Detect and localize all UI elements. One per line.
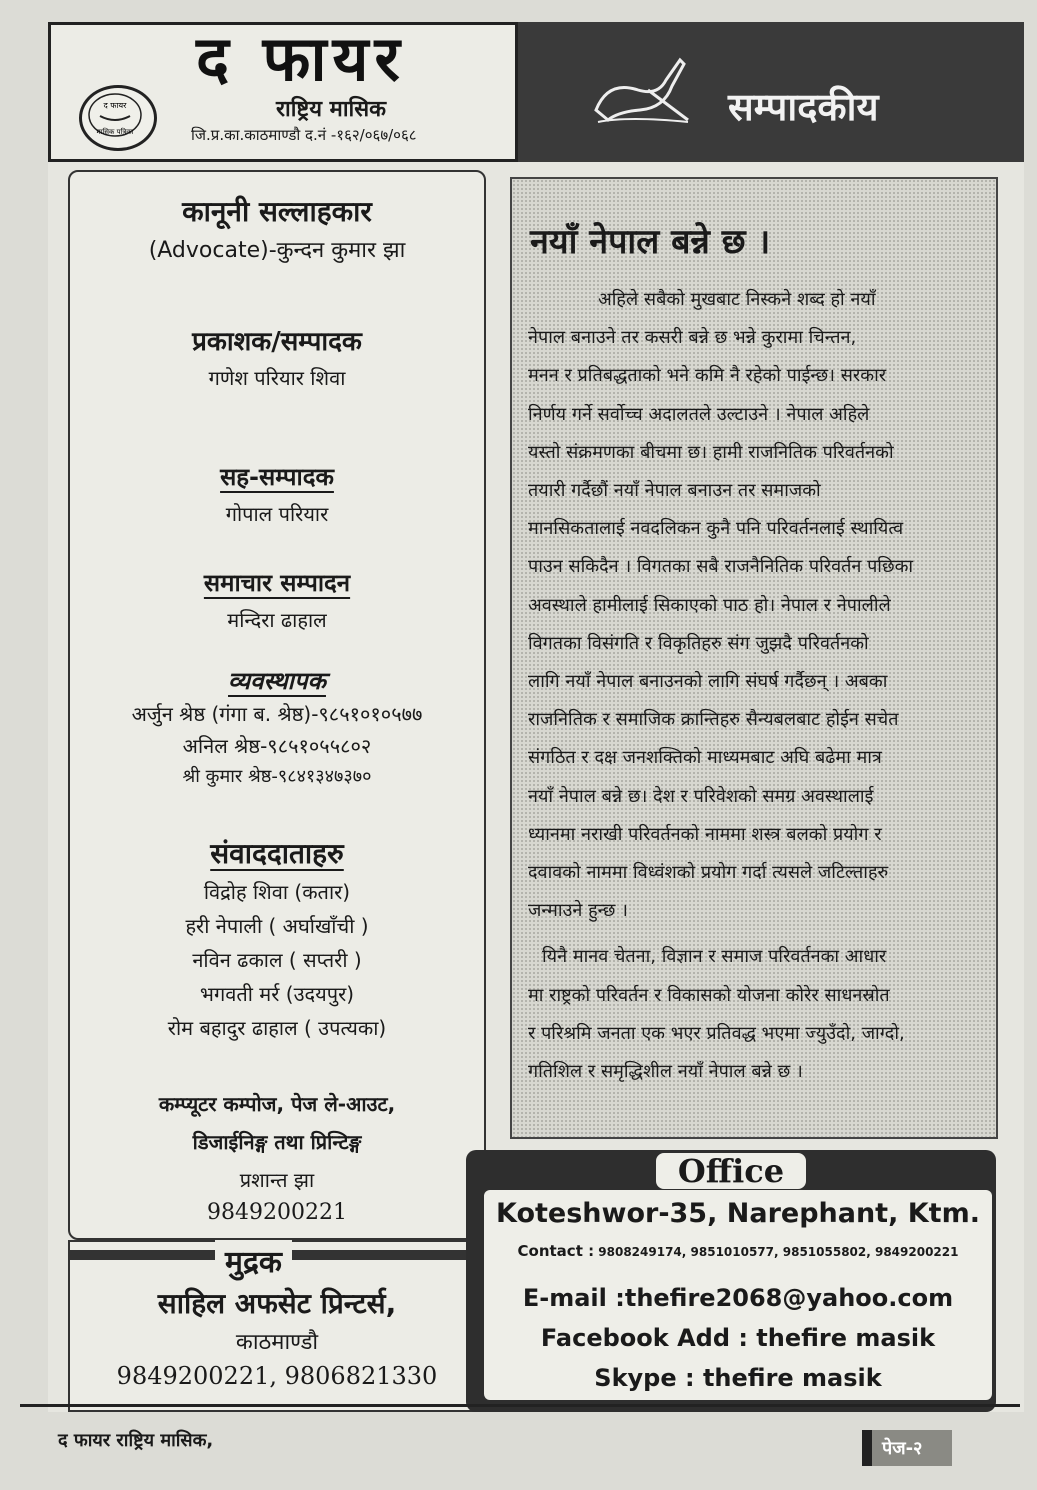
manager-title: व्यवस्थापक	[228, 667, 326, 695]
editorial-line: ध्यानमा नराखी परिवर्तनको नाममा शस्त्र बलको प्रयोग र	[528, 823, 882, 845]
masthead-title: द फायर	[196, 22, 406, 95]
office-label: Office	[656, 1153, 806, 1189]
correspondent-3: नविन ढकाल ( सप्तरी )	[192, 948, 362, 972]
printer-label: मुद्रक	[215, 1240, 292, 1281]
office-details	[484, 1190, 992, 1400]
registration-number: जि.प्र.का.काठमाण्डौ द.नं -१६२/०६७/०६८	[191, 126, 417, 144]
editorial-line: अवस्थाले हामीलाई सिकाएको पाठ हो। नेपाल र नेपालीले	[528, 594, 891, 616]
news-editor-name: मन्दिरा ढाहाल	[227, 608, 327, 632]
correspondent-4: भगवती मर्र (उदयपुर)	[199, 982, 355, 1006]
office-box	[466, 1150, 996, 1412]
printer-box	[68, 1240, 486, 1412]
compose-line-1: कम्प्यूटर कम्पोज, पेज ले-आउट,	[158, 1092, 396, 1116]
editorial-line: राजनितिक र समाजिक क्रान्तिहरु सैन्यबलबाट होईन सचेत	[528, 709, 899, 731]
editorial-line: मनन र प्रतिबद्धताको भने कमि नै रहेको पाईन्छ। सरकार	[528, 365, 887, 387]
correspondent-5: रोम बहादुर ढाहाल ( उपत्यका)	[167, 1016, 387, 1040]
manager-2: अनिल श्रेष्ठ-९८५१०५५८०२	[182, 734, 372, 758]
editorial-line: र परिश्रमि जनता एक भएर प्रतिवद्ध भएमा ज्युउँदो, जाग्दो,	[528, 1022, 905, 1044]
seal-icon	[79, 85, 157, 151]
hand-writing-pen-icon	[588, 50, 698, 130]
footer-notch	[862, 1430, 872, 1466]
printer-phones: 9849200221, 9806821330	[116, 1362, 438, 1390]
coeditor-title: सह-सम्पादक	[220, 463, 334, 491]
editorial-line: अहिले सबैको मुखबाट निस्कने शब्द हो नयाँ	[598, 289, 876, 310]
editorial-line: नयाँ नेपाल बन्ने छ। देश र परिवेशको समग्र अवस्थालाई	[528, 785, 874, 807]
manager-3: श्री कुमार श्रेष्ठ-९८४१३४७३७०	[182, 766, 372, 787]
coeditor-name: गोपाल परियार	[225, 502, 329, 526]
compose-line-2: डिजाईनिङ्ग तथा प्रिन्टिङ्ग	[192, 1130, 362, 1154]
seal-bottom-text: मासिक पत्रिका	[96, 128, 134, 136]
correspondent-1: विद्रोह शिवा (कतार)	[203, 880, 351, 904]
compose-name: प्रशान्त झा	[239, 1168, 315, 1192]
contact-numbers: 9808249174, 9851010577, 9851055802, 9849200221	[598, 1245, 959, 1259]
editorial-line: संगठित र दक्ष जनशक्तिको माध्यमबाट अघि बढेमा मात्र	[528, 747, 882, 769]
editorial-line: विगतका विसंगति र विकृतिहरु संग जुझदै परिवर्तनको	[528, 632, 869, 654]
printer-city: काठमाण्डौ	[235, 1330, 319, 1355]
publisher-title: प्रकाशक/सम्पादक	[192, 327, 362, 357]
masthead-subtitle: राष्ट्रिय मासिक	[276, 97, 386, 122]
masthead	[48, 22, 518, 162]
legal-advisor-title: कानूनी सल्लाहकार	[182, 195, 372, 228]
publisher-name: गणेश परियार शिवा	[208, 366, 346, 390]
editorial-banner	[518, 22, 1024, 162]
editorial-line: यस्तो संक्रमणका बीचमा छ। हामी राजनितिक परिवर्तनको	[528, 441, 894, 463]
staff-column	[68, 170, 486, 1240]
legal-advisor-name: (Advocate)-कुन्दन कुमार झा	[148, 238, 406, 263]
contact-label: Contact :	[517, 1242, 595, 1260]
editorial-line: मानसिकतालाई नवदलिकन कुनै पनि परिवर्तनलाई स्थायित्व	[528, 518, 904, 540]
office-email[interactable]: E-mail :thefire2068@yahoo.com	[522, 1284, 954, 1312]
editorial-line: यिनै मानव चेतना, विज्ञान र समाज परिवर्तनका आधार	[542, 946, 887, 968]
office-address: Koteshwor-35, Narephant, Ktm.	[496, 1198, 980, 1229]
footer-publication: द फायर राष्ट्रिय मासिक,	[58, 1430, 214, 1451]
manager-1: अर्जुन श्रेष्ठ (गंगा ब. श्रेष्ठ)-९८५१०१०५७७	[131, 702, 423, 726]
editorial-line: मा राष्ट्रको परिवर्तन र विकासको योजना कोरेर साधनस्रोत	[528, 984, 890, 1006]
editorial-line: पाउन सकिदैन । विगतका सबै राजनैनितिक परिवर्तन पछिका	[528, 556, 914, 578]
editorial-headline: नयाँ नेपाल बन्ने छ ।	[530, 222, 771, 262]
office-facebook: Facebook Add : thefire masik	[540, 1324, 936, 1352]
editorial-label: सम्पादकीय	[728, 85, 879, 129]
editorial-article	[510, 177, 998, 1139]
newspaper-page	[48, 22, 1024, 1412]
editorial-line: जन्माउने हुन्छ ।	[528, 900, 628, 922]
editorial-line: तयारी गर्दैछौं नयाँ नेपाल बनाउन तर समाजको	[528, 480, 821, 501]
office-contact	[484, 1242, 992, 1260]
seal-top-text: द फायर	[103, 101, 127, 110]
news-editor-title: समाचार सम्पादन	[203, 569, 351, 597]
compose-phone: 9849200221	[207, 1200, 347, 1225]
correspondent-2: हरी नेपाली ( अर्घाखाँची )	[185, 914, 369, 938]
footer-rule	[20, 1404, 1020, 1407]
editorial-line: लागि नयाँ नेपाल बनाउनको लागि संघर्ष गर्दैछन् । अबका	[528, 671, 888, 692]
editorial-line: निर्णय गर्ने सर्वोच्च अदालतले उल्टाउने । नेपाल अहिले	[528, 403, 870, 425]
footer-page-number	[862, 1430, 952, 1466]
page-number: पेज-२	[882, 1438, 923, 1459]
editorial-line: दवावको नाममा विध्वंशको प्रयोग गर्दा त्यसले जटिल्ताहरु	[528, 862, 889, 883]
editorial-line: गतिशिल र समृद्धिशील नयाँ नेपाल बन्ने छ ।	[528, 1061, 803, 1082]
editorial-line: नेपाल बनाउने तर कसरी बन्ने छ भन्ने कुरामा चिन्तन,	[528, 327, 857, 349]
office-skype: Skype : thefire masik	[594, 1364, 882, 1392]
printer-name: साहिल अफसेट प्रिन्टर्स,	[157, 1287, 397, 1320]
correspondents-title: संवाददाताहरु	[210, 837, 344, 870]
